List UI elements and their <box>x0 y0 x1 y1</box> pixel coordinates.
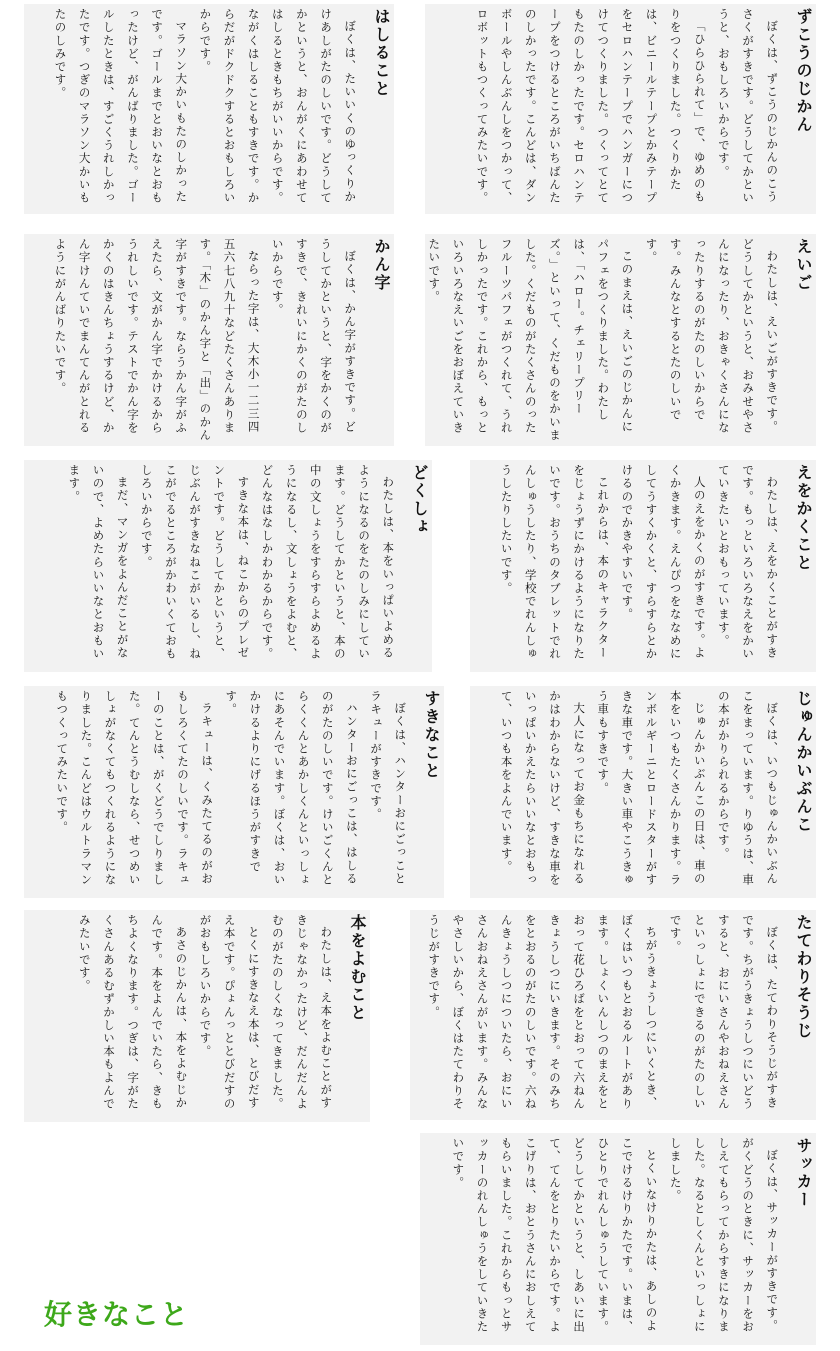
essay-paragraph: ぼくは、サッカーがすきです。がくどうのときに、サッカーをおしえてもらってからすきになりました。なるとしくんといっしょにしました。 <box>668 1137 780 1334</box>
essay-title: サッカー <box>794 1137 813 1209</box>
essay-title: 本をよむこと <box>348 914 367 1022</box>
essay-paragraph: すきな本は、ねこからのプレゼントです。どうしてかというと、じぶんがすきなねこがいるし、ねこがでるところがかわいくておもしろいからです。 <box>139 464 251 661</box>
essay-title: ずこうのじかん <box>794 8 813 134</box>
essay-paragraph: マラソン大かいもたのしかったです。ゴールまでとおいなとおもったけど、がんばりました。ゴールしたときは、すごくうれしかったです。つぎのマラソン大かいもたのしみです。 <box>53 8 189 205</box>
essay-sukinakoto <box>24 686 444 898</box>
essay-hashiru <box>24 4 394 214</box>
essay-paragraph: 人のえをかくのがすきです。よくかきます。えんぴつをななめにしてうすくかくと、すらすらとかけるのでかきやすいです。 <box>620 464 707 661</box>
essay-paragraph: ならった字は、大木小一二三四五六七八九十などたくさんあります。「木」のかん字と「出」のかん字がすきです。ならうかん字がふえたら、文がかん字でかけるからうれしいです。テストでかん字をかくのはきんちょうするけど、かん字けんていでまんてんがとれるようにがんばりたいです。 <box>53 238 261 442</box>
essay-paragraph: ぼくは、ハンターおにごっことラキューがすきです。 <box>369 690 408 885</box>
essay-paragraph: とくいなけりかたは、あしのよこでけるけりかたです。いまは、ひとりでれんしゅうしています。どうしてかというと、しあいに出て、てんをとりたいからです。よこげりは、おとうさんにおしえてもらいました。これからもっとサッカーのれんしゅうをしていきたいです。 <box>451 1137 659 1334</box>
essay-title: どくしょ <box>410 464 429 536</box>
essay-soccer <box>420 1133 816 1345</box>
essay-paragraph: ぼくは、たてわりそうじがすきです。ちがうきょうしつにいどうすると、おにいさんやおねえさんといっしょにできるのがたのしいです。 <box>668 914 780 1111</box>
essay-paragraph: とくにすきなえ本は、とびだすえ本です。ぴょんっととびだすのがおもしろいからです。 <box>198 914 261 1111</box>
essay-paragraph: ちがうきょうしつにいくとき、ぼくはいつもとおるルートがあります。しょくいんしつのまえをとおって花ひろばをとおって六ねんきょうしつにいきます。そのみちをとおるのがたのしいです。六ねんきょうしつについたら、おにいさんおねえさんがいます。みんなやさしいから、ぼくはたてわりそうじがすきです。 <box>427 914 659 1111</box>
essay-paragraph: わたしは、本をいっぱいよめるようになるのをたのしみにしています。どうしてかというと、本の中の文しょうをすらすらよめるようになるし、文しょうをよむと、どんなはなしかわかるからです。 <box>260 464 396 661</box>
essay-paragraph: これからは、本のキャラクターをじょうずにかけるようになりたいです。おうちのタブレットでれんしゅうしたり、学校でれんしゅうしたりしたいです。 <box>499 464 611 661</box>
essay-zukou <box>425 4 816 214</box>
essay-paragraph: ラキューは、くみたてるのがおもしろくてたのしいです。ラキューのことは、がくどうでしりました。てんとうむしなら、せつめいしょがなくてもつくれるようになりました。こんどはウルトラマンもつくってみたいです。 <box>55 690 215 887</box>
page-title: 好きなこと <box>44 1298 190 1331</box>
essay-paragraph: このまえは、えいごのじかんにパフェをつくりました。わたしは、「ハロー。チェリープリーズ。」といって、くだものをかいました。くだものがたくさんのったフルーツパフェがつくれて、うれしかったです。これから、もっといろいろなえいごをおぼえていきたいです。 <box>427 238 635 442</box>
essay-eigo <box>425 234 816 446</box>
essay-title: えをかくこと <box>794 464 813 572</box>
essay-paragraph: ハンターおにごっこは、はしるのがたのしいです。けいごくんとらくくんとあかしくんといっしょにあそんでいます。ぼくは、おいかけるよりにげるほうがすきです。 <box>224 690 359 887</box>
essay-paragraph: わたしは、えをかくことがすきです。もっといろいろなえをかいていきたいとおもっています。 <box>716 464 780 661</box>
essay-ewokaku <box>470 460 816 672</box>
essay-title: えいご <box>794 238 813 292</box>
essay-dokusho <box>24 460 432 672</box>
essay-junkai <box>470 686 816 898</box>
essay-title: たてわりそうじ <box>794 914 813 1040</box>
essay-paragraph: 「ひらひられて」で、ゆめのもりをつくりました。つくりかたは、ビニールテープとかみテープをセロハンテープでハンガーにつけてつくりました。つくってとてもたのしかったです。セロハンテープをつけるところがいちばんたのしかったです。こんどは、ダンボールやしんぶんしをつかって、ロボットもつくってみたいです。 <box>475 8 707 205</box>
essay-paragraph: じゅんかいぶんこの日は、車の本をいつもたくさんかります。ランボルギーニとロードスターがすきな車です。大きい車やこうきゅう車もすきです。 <box>596 690 707 887</box>
essay-title: かん字 <box>372 238 391 292</box>
essay-paragraph: わたしは、えいごがすきです。どうしてかというと、おみせやさんになったり、おきゃくさんになったりするのがたのしいからです。みんなとするとたのしいです。 <box>644 238 780 435</box>
essay-paragraph: 大人になってお金もちになれるかはわからないけど、すきな車をいっぱいかえたらいいなとおもって、いつも本をよんでいます。 <box>499 690 587 887</box>
essay-paragraph: わたしは、え本をよむことがすきじゃなかったけど、だんだんよむのがたのしくなってきました。 <box>270 914 334 1111</box>
essay-title: はしること <box>372 8 391 98</box>
essay-paragraph: ぼくは、いつもじゅんかいぶんこをまっています。りゆうは、車の本がかりられるからです。 <box>716 690 780 887</box>
essay-paragraph: まだ、マンガをよんだことがないので、よめたらいいなとおもいます。 <box>67 464 130 661</box>
essay-paragraph: ぼくは、かん字がすきです。どうしてかというと、字をかくのがすきで、きれいにかくのがたのしいからです。 <box>270 238 358 435</box>
essay-tatewari <box>410 910 816 1120</box>
essay-paragraph: ぼくは、たいいくのゆっくりかけあしがたのしいです。どうしてかというと、おんがくにあわせてはしるときもちがいいからです。ながくはしることもすきです。からだがドクドクするとおもしろいからです。 <box>198 8 358 205</box>
essay-paragraph: あさのじかんは、本をよむじかんです。本をよんでいたら、きもちよくなります。つぎは、字がたくさんあるむずかしい本もよんでみたいです。 <box>77 914 189 1111</box>
essay-kanji <box>24 234 394 446</box>
essay-honwoyomu <box>24 910 370 1122</box>
essay-title: じゅんかいぶんこ <box>794 690 813 834</box>
essay-title: すきなこと <box>422 690 441 780</box>
essay-paragraph: ぼくは、ずこうのじかんのこうさくがすきです。どうしてかというと、おもしろいからです。 <box>716 8 780 205</box>
